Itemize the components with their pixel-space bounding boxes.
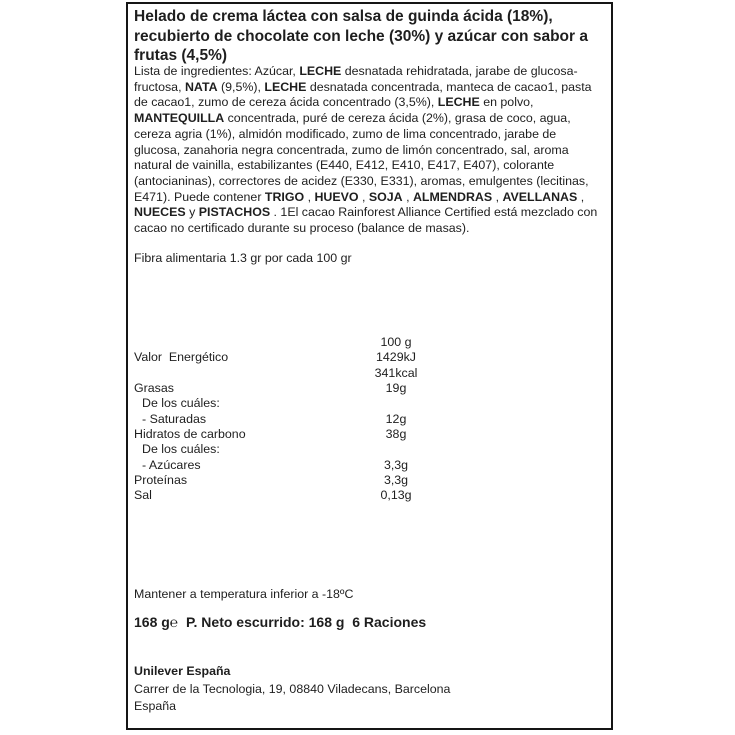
nutrition-row-energy-kcal — [134, 366, 605, 381]
nutrition-table — [134, 335, 605, 504]
product-title-line-2: recubierto de chocolate con leche (30%) y azúcar con sabor a — [134, 27, 588, 45]
nutrition-value: 38g — [385, 427, 407, 442]
nutrition-row-energy-kj — [134, 350, 605, 365]
nutrition-row-salt — [134, 488, 605, 503]
product-title-line-1: Helado de crema láctea con salsa de guinda ácida (18%), — [134, 8, 553, 25]
product-title-line-3: frutas (4,5%) — [134, 47, 228, 64]
nutrition-label: Proteínas — [134, 473, 188, 488]
nutrition-value — [340, 442, 452, 457]
nutrition-column-header-row — [134, 335, 605, 350]
nutrition-label: Valor Energético — [134, 350, 229, 365]
nutrition-row-of-which-fat — [134, 396, 605, 411]
nutrition-value: 0,13g — [380, 488, 412, 503]
nutrition-row-carbohydrate — [134, 427, 605, 442]
net-weight-line: 168 g℮ P. Neto escurrido: 168 g 6 Raciones — [134, 614, 427, 630]
nutrition-row-of-which-carbs — [134, 442, 605, 457]
nutrition-row-sugars — [134, 458, 605, 473]
nutrition-value: 3,3g — [383, 473, 409, 488]
nutrition-value: 3,3g — [383, 457, 409, 472]
nutrition-value: 19g — [385, 381, 407, 396]
nutrition-header-spacer — [134, 335, 340, 350]
nutrition-label: - Saturadas — [142, 411, 207, 426]
nutrition-label: De los cuáles: — [142, 442, 220, 457]
ingredients-paragraph: Lista de ingredientes: Azúcar, LECHE desnatada rehidratada, jarabe de glucosa-fructosa, NATA (9,5%), LECHE desnatada concentrada, manteca de cacao1, pasta de cacao1, zumo de cereza ácida concentrado (3,5%), LECHE en polvo, MANTEQUILLA concentrada, puré de cereza ácida (2%), grasa de coco, agua, cereza agria (1%), almidón modificado, zumo de lima concentrado, jarabe de glucosa, zanahoria negra concentrada, zumo de limón concentrado, sal, aroma natural de vainilla, estabilizantes (E440, E412, E410, E417, E407), colorante (antocianinas), correctores de acidez (E330, E331), aromas, emulgentes (lecitinas, E471). Puede contener TRIGO , HUEVO , SOJA , ALMENDRAS , AVELLANAS , NUECES y PISTACHOS . 1El cacao Rainforest Alliance Certified está mezclado con cacao no certificado durante su proceso (balance de masas). — [134, 64, 598, 236]
nutrition-column-header: 100 g — [380, 335, 412, 349]
manufacturer-name: Unilever España — [134, 664, 231, 678]
product-title — [134, 7, 605, 66]
nutrition-label: De los cuáles: — [142, 396, 220, 411]
nutrition-row-fat — [134, 381, 605, 396]
fiber-note: Fibra alimentaria 1.3 gr por cada 100 gr — [134, 251, 352, 265]
nutrition-value — [340, 396, 452, 411]
nutrition-value: 1429kJ — [376, 350, 416, 365]
manufacturer-address: Carrer de la Tecnologia, 19, 08840 Viladecans, Barcelona — [134, 681, 451, 696]
nutrition-row-saturates — [134, 412, 605, 427]
storage-note: Mantener a temperatura inferior a -18ºC — [134, 587, 354, 601]
nutrition-label: Sal — [134, 488, 152, 503]
nutrition-label: Grasas — [134, 381, 174, 396]
manufacturer-country: España — [134, 699, 177, 713]
nutrition-label — [134, 366, 340, 381]
nutrition-row-protein — [134, 473, 605, 488]
product-label-box — [126, 2, 613, 730]
nutrition-label: Hidratos de carbono — [134, 427, 246, 442]
nutrition-value: 341kcal — [374, 365, 418, 380]
manufacturer-block — [134, 663, 605, 716]
nutrition-value: 12g — [385, 411, 407, 426]
nutrition-label: - Azúcares — [142, 457, 201, 472]
